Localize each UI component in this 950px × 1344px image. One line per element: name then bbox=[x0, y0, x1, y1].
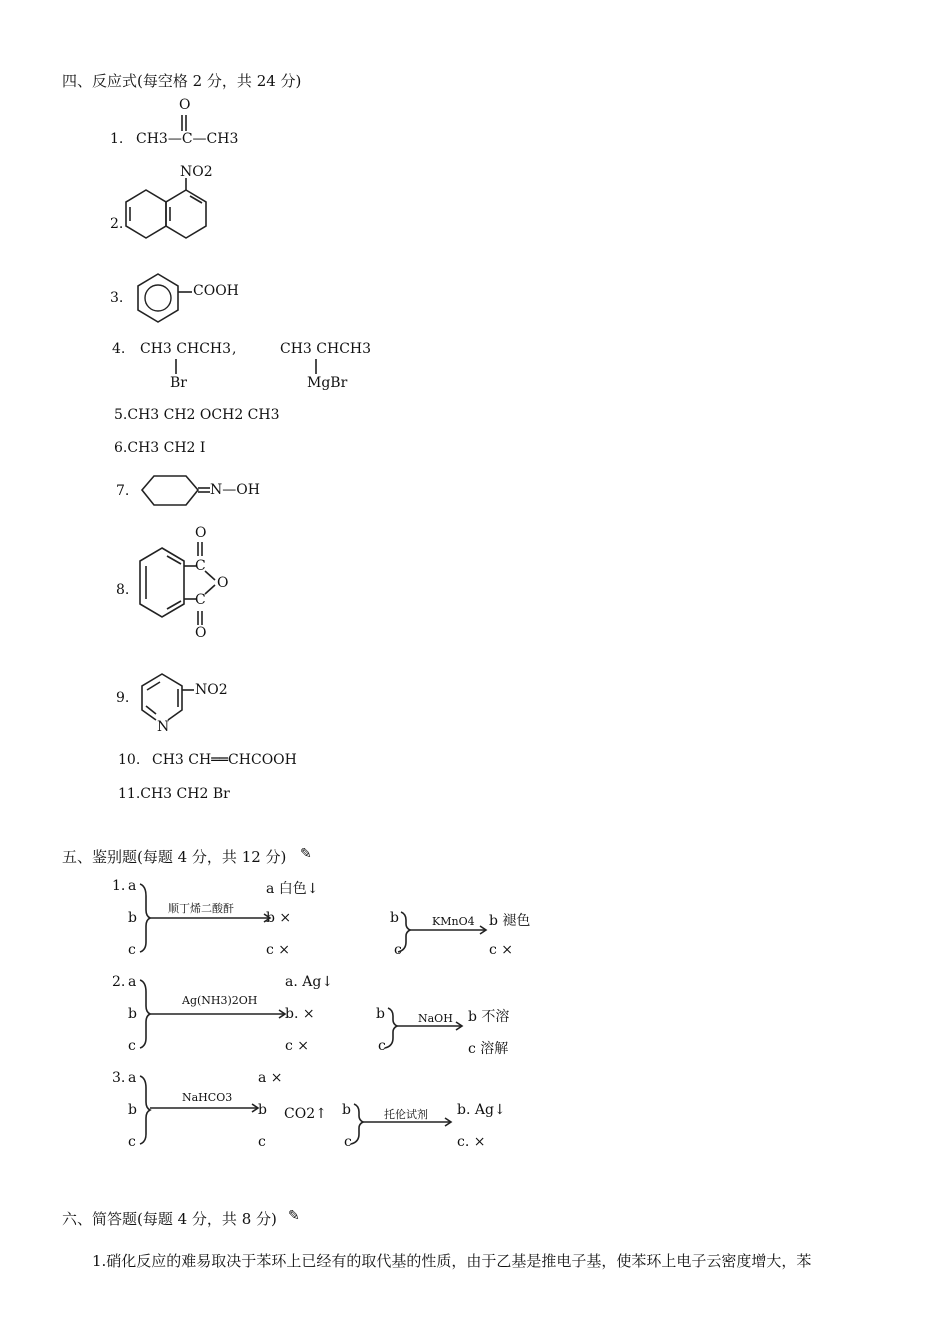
item5-text: 5.CH3 CH2 OCH2 CH3 bbox=[114, 407, 280, 423]
q3-reagent2: 托伦试剂 bbox=[384, 1108, 428, 1121]
section4-title: 四、反应式(每空格 2 分，共 24 分) bbox=[62, 72, 302, 90]
q2-result-c: c × bbox=[285, 1038, 310, 1054]
pen-icon-2: ✎ bbox=[288, 1208, 300, 1224]
q3-result2-b: b. Ag↓ bbox=[457, 1102, 506, 1118]
q2-c2: c bbox=[378, 1038, 386, 1054]
q1-reagent1: 顺丁烯二酸酐 bbox=[168, 902, 234, 915]
q1-number: 1. bbox=[112, 878, 126, 894]
q3-result-b: b bbox=[258, 1102, 267, 1118]
q2-result2-c: c 溶解 bbox=[468, 1041, 509, 1057]
q1-c: c bbox=[128, 942, 136, 958]
q1-result2-c: c × bbox=[489, 942, 514, 958]
q3-result-co2: CO2↑ bbox=[284, 1106, 327, 1122]
q1-b2: b bbox=[390, 910, 399, 926]
section6-title: 六、简答题(每题 4 分，共 8 分) bbox=[62, 1210, 277, 1228]
item9-n: N bbox=[157, 719, 170, 735]
q2-c: c bbox=[128, 1038, 136, 1054]
item9-nitro: NO2 bbox=[195, 682, 228, 698]
item3-cooh: COOH bbox=[193, 283, 239, 299]
q2-result-a: a. Ag↓ bbox=[285, 974, 334, 990]
item1-number: 1. bbox=[110, 131, 124, 147]
item10-formula: CH3 CH══CHCOOH bbox=[152, 752, 297, 768]
section5-title: 五、鉴别题(每题 4 分，共 12 分) bbox=[62, 848, 287, 866]
item1-right: CH3 bbox=[206, 131, 239, 147]
q3-a: a bbox=[128, 1070, 137, 1086]
q3-reagent1: NaHCO3 bbox=[182, 1091, 233, 1104]
q1-result-b: b × bbox=[266, 910, 292, 926]
q3-c2: c bbox=[344, 1134, 352, 1150]
item1-formula: CH3—C—CH3 bbox=[136, 131, 239, 147]
q1-reagent2: KMnO4 bbox=[432, 915, 475, 928]
item4-a-sub: Br bbox=[170, 375, 187, 391]
item4-number: 4. bbox=[112, 341, 126, 357]
q3-result-a: a × bbox=[258, 1070, 283, 1086]
item1-center: C bbox=[181, 131, 193, 147]
item10-number: 10. bbox=[118, 752, 141, 768]
item4-b-sub: MgBr bbox=[307, 375, 348, 391]
q3-number: 3. bbox=[112, 1070, 126, 1086]
item11-text: 11.CH3 CH2 Br bbox=[118, 786, 230, 802]
item8-o-bot: O bbox=[195, 625, 207, 641]
q1-result-a: a 白色↓ bbox=[266, 881, 319, 897]
item8-c-top: C bbox=[195, 558, 206, 574]
q1-a: a bbox=[128, 878, 137, 894]
q1-c2: c bbox=[394, 942, 402, 958]
q3-c: c bbox=[128, 1134, 136, 1150]
item8-c-bot: C bbox=[195, 592, 206, 608]
q2-number: 2. bbox=[112, 974, 126, 990]
q1-result-c: c × bbox=[266, 942, 291, 958]
item7-number: 7. bbox=[116, 483, 130, 499]
item7-oxime: N—OH bbox=[210, 482, 260, 498]
q2-result-b: b. × bbox=[285, 1006, 315, 1022]
q2-reagent1: Ag(NH3)2OH bbox=[182, 994, 258, 1007]
item4-b-formula: CH3 CHCH3 bbox=[280, 341, 372, 357]
item3-number: 3. bbox=[110, 290, 124, 306]
q2-b2: b bbox=[376, 1006, 385, 1022]
item6-text: 6.CH3 CH2 I bbox=[114, 440, 206, 456]
item9-number: 9. bbox=[116, 690, 130, 706]
q2-a: a bbox=[128, 974, 137, 990]
q1-b: b bbox=[128, 910, 137, 926]
q2-reagent2: NaOH bbox=[418, 1012, 453, 1025]
q2-b: b bbox=[128, 1006, 137, 1022]
pen-icon: ✎ bbox=[300, 846, 312, 862]
item2-nitro: NO2 bbox=[180, 164, 213, 180]
item4-a-formula: CH3 CHCH3 bbox=[140, 341, 232, 357]
item8-number: 8. bbox=[116, 582, 130, 598]
item4-separator: , bbox=[232, 341, 237, 357]
q2-result2-b: b 不溶 bbox=[468, 1009, 510, 1025]
q3-b: b bbox=[128, 1102, 137, 1118]
item1-left: CH3 bbox=[136, 131, 168, 147]
section6-paragraph: 1.硝化反应的难易取决于苯环上已经有的取代基的性质，由于乙基是推电子基，使苯环上电子云密度增大，苯 bbox=[92, 1252, 812, 1270]
q3-result2-c: c. × bbox=[457, 1134, 486, 1150]
item2-number: 2. bbox=[110, 216, 124, 232]
item8-o-ring: O bbox=[217, 575, 229, 591]
q1-result2-b: b 褪色 bbox=[489, 913, 531, 929]
item1-oxygen: O bbox=[179, 97, 191, 113]
item8-o-top: O bbox=[195, 525, 207, 541]
q3-b2: b bbox=[342, 1102, 351, 1118]
q3-result-c: c bbox=[258, 1134, 266, 1150]
